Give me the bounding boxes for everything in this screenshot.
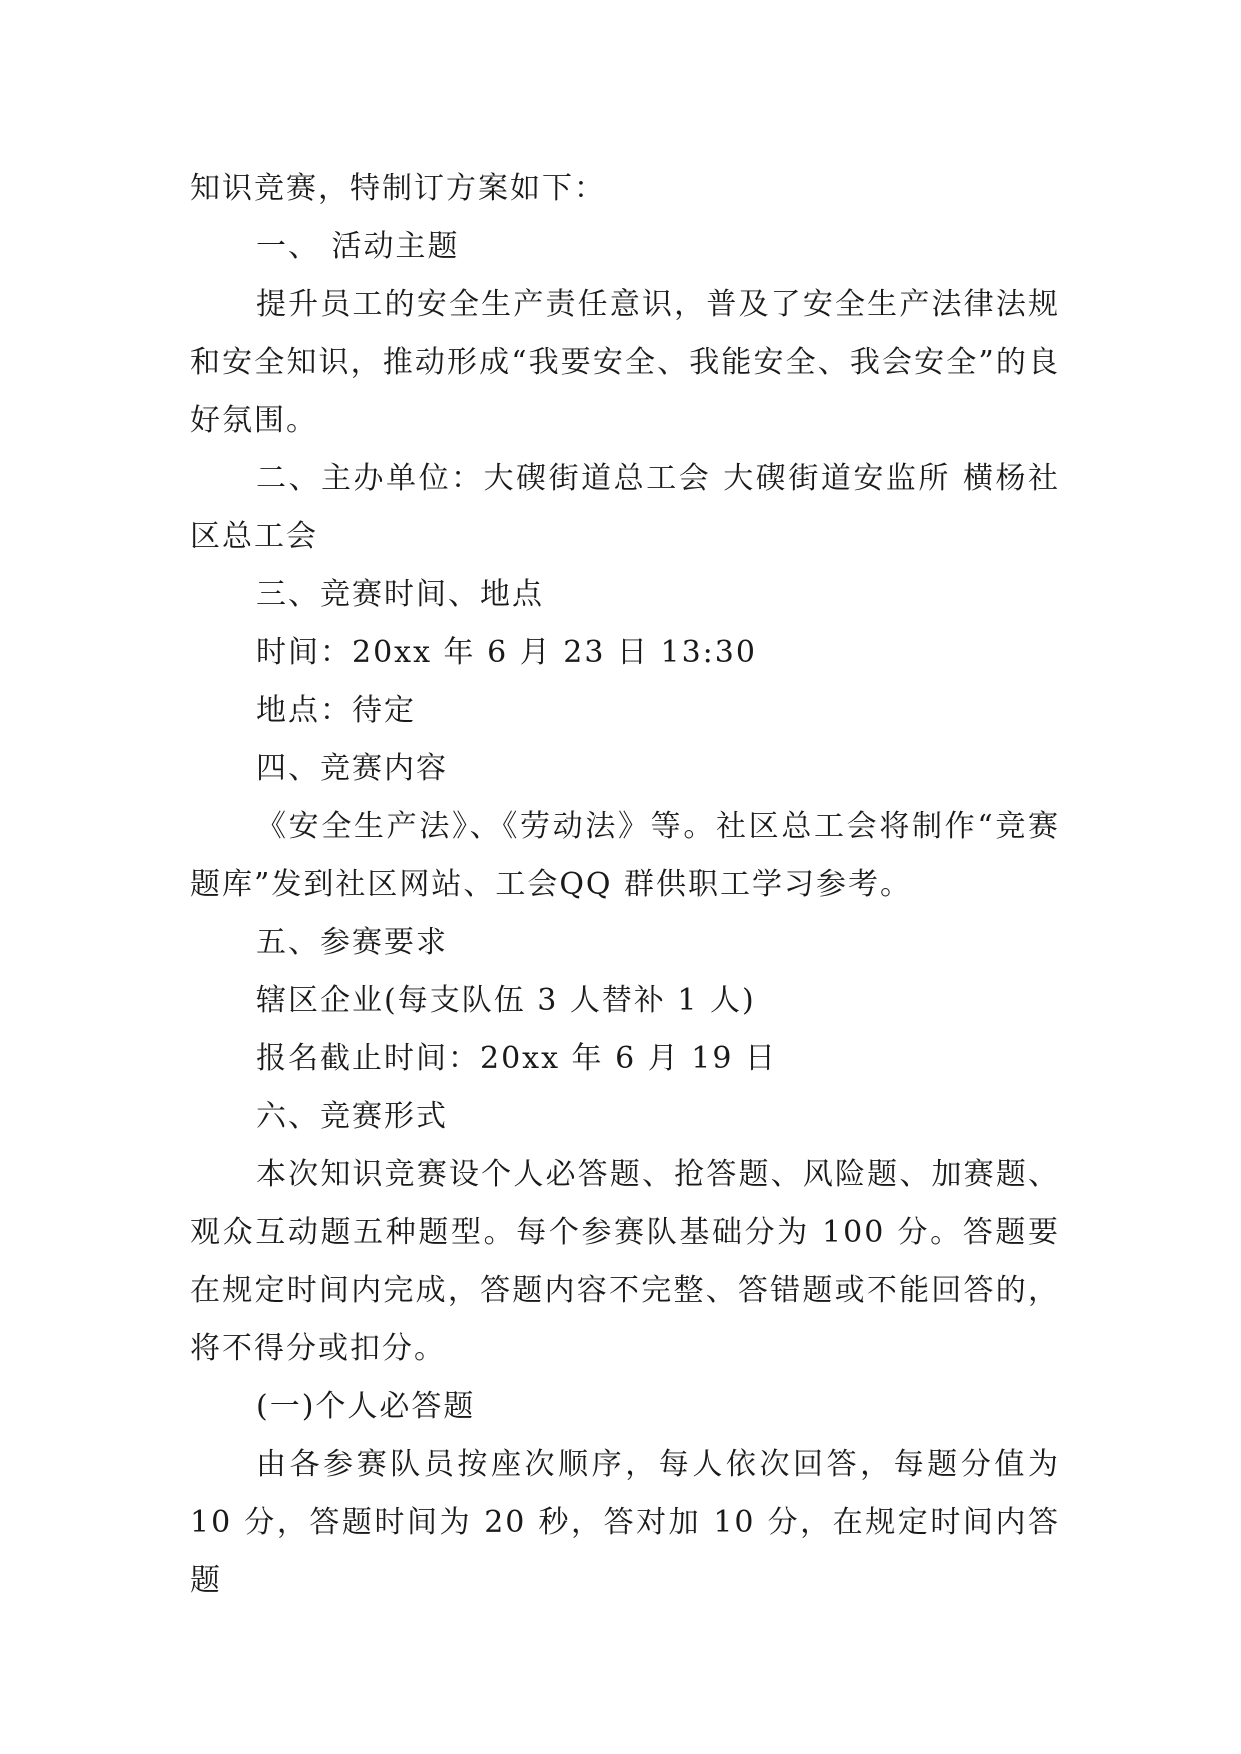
paragraph-content: 《安全生产法》、《劳动法》等。社区总工会将制作“竞赛题库”发到社区网站、工会QQ 群供职工学习参考。: [190, 809, 1060, 902]
section-heading-format: 六、竞赛形式: [256, 1099, 448, 1134]
paragraph-time: 时间：20xx 年 6 月 23 日 13:30: [256, 635, 757, 670]
paragraph-format: 本次知识竞赛设个人必答题、抢答题、风险题、加赛题、观众互动题五种题型。每个参赛队基础分为 100 分。答题要在规定时间内完成，答题内容不完整、答错题或不能回答的，将不得分或扣分。: [190, 1157, 1060, 1366]
section-heading-content: 四、竞赛内容: [256, 751, 448, 786]
paragraph-deadline: 报名截止时间：20xx 年 6 月 19 日: [256, 1041, 777, 1076]
paragraph-teams: 辖区企业(每支队伍 3 人替补 1 人): [256, 983, 756, 1018]
paragraph-theme: 提升员工的安全生产责任意识，普及了安全生产法律法规和安全知识，推动形成“我要安全、我能安全、我会安全”的良好氛围。: [190, 287, 1060, 438]
document-body: [190, 160, 1060, 1610]
section-heading-theme: 一、 活动主题: [256, 229, 460, 264]
subsection-heading-individual: (一)个人必答题: [256, 1389, 476, 1424]
section-heading-requirements: 五、参赛要求: [256, 925, 448, 960]
paragraph-place: 地点：待定: [256, 693, 416, 728]
paragraph-individual-rules: 由各参赛队员按座次顺序，每人依次回答，每题分值为10 分，答题时间为 20 秒，答对加 10 分，在规定时间内答题: [190, 1447, 1060, 1598]
paragraph-intro: 知识竞赛，特制订方案如下：: [190, 171, 606, 206]
paragraph-organizers: 二、主办单位：大碶街道总工会 大碶街道安监所 横杨社区总工会: [190, 461, 1060, 554]
section-heading-time-place: 三、竞赛时间、地点: [256, 577, 544, 612]
